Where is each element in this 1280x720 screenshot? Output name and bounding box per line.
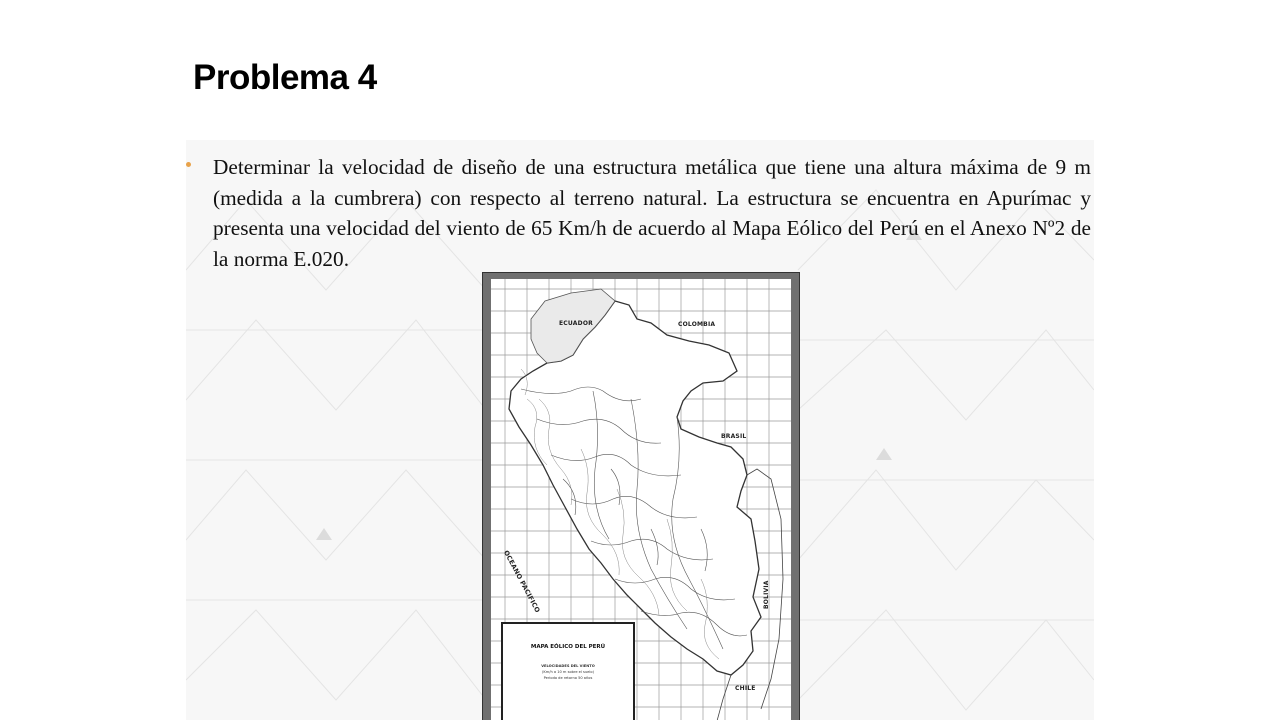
map-label-oceano: OCEANO PACIFICO	[501, 549, 542, 615]
wind-map	[491, 279, 791, 720]
legend-title: MAPA EÓLICO DEL PERÚ	[530, 644, 606, 650]
bullet-icon	[186, 162, 191, 167]
scanned-page	[186, 140, 1094, 720]
legend-line-2: (Km/h a 10 m sobre el suelo)	[541, 670, 594, 674]
legend-line-1: VELOCIDADES DEL VIENTO	[541, 664, 595, 668]
map-label-ecuador: ECUADOR	[559, 320, 593, 327]
legend-line-3: Periodo de retorno 50 años	[543, 676, 593, 680]
wind-map-figure	[482, 272, 800, 720]
map-label-brasil: BRASIL	[721, 433, 747, 440]
slide-title: Problema 4	[193, 58, 377, 97]
problem-text: Determinar la velocidad de diseño de una estructura metálica que tiene una altura máxima de 9 m (medida a la cumbrera) con respecto al terreno natural. La estructura se encuentra en Apurímac y presenta una velocidad del viento de 65 Km/h de acuerdo al Mapa Eólico del Perú en el Anexo Nº2 de la norma E.020.	[213, 155, 1091, 271]
map-label-colombia: COLOMBIA	[678, 321, 716, 328]
map-label-bolivia: BOLIVIA	[763, 580, 770, 609]
map-legend	[501, 622, 635, 720]
map-label-chile: CHILE	[735, 685, 756, 692]
